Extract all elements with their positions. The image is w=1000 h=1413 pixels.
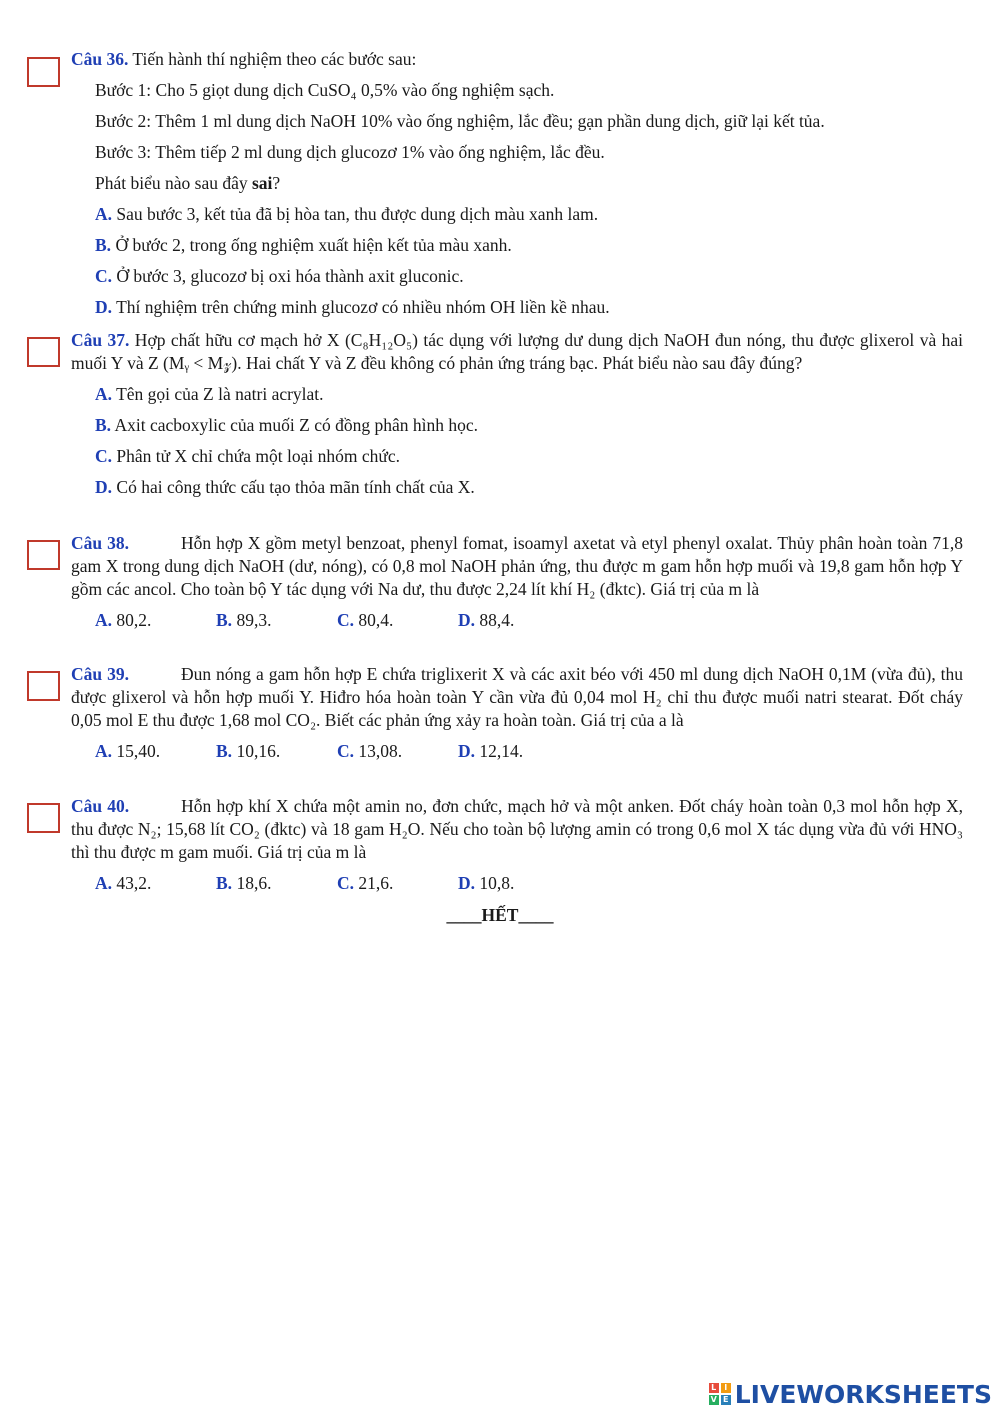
step-3: Bước 3: Thêm tiếp 2 ml dung dịch glucozơ 1% vào ống nghiệm, lắc đều. <box>95 142 605 162</box>
option-a: A. Tên gọi của Z là natri acrylat. <box>95 384 324 404</box>
answer-checkbox-37[interactable] <box>27 337 60 367</box>
option-c: C. Phân tử X chỉ chứa một loại nhóm chức. <box>95 446 400 466</box>
question-label: Câu 37. <box>71 330 130 350</box>
option-d: D. Thí nghiệm trên chứng minh glucozơ có nhiều nhóm OH liền kề nhau. <box>95 297 610 317</box>
option-c: C. 21,6. <box>337 873 394 893</box>
question-stem: Câu 40. Hỗn hợp khí X chứa một amin no, đơn chức, mạch hở và một anken. Đốt cháy hoàn toàn 0,3 mol hỗn hợp X, thu được N₂; 15,68 lít CO₂ (đktc) và 18 gam H₂O. Nếu cho toàn bộ lượng amin có trong 0,6 mol X tác dụng vừa đủ với HNO₃ thì thu được m gam muối. Giá trị của m là <box>71 796 963 862</box>
option-a: A. 43,2. <box>95 873 152 893</box>
step-1: Bước 1: Cho 5 giọt dung dịch CuSO₄ 0,5% vào ống nghiệm sạch. <box>95 80 555 100</box>
end-marker: ____HẾT____ <box>446 905 554 925</box>
answer-checkbox-38[interactable] <box>27 540 60 570</box>
step-2: Bước 2: Thêm 1 ml dung dịch NaOH 10% vào ống nghiệm, lắc đều; gạn phần dung dịch, giữ lại kết tủa. <box>95 111 825 131</box>
question-stem: Câu 38. Hỗn hợp X gồm metyl benzoat, phenyl fomat, isoamyl axetat và etyl phenyl oxalat. Thủy phân hoàn toàn 71,8 gam X trong dung dịch NaOH (dư, nóng), có 0,8 mol NaOH phản ứng, thu được m gam hỗn hợp muối và 19,8 gam hỗn hợp Y gồm các ancol. Cho toàn bộ Y tác dụng với Na dư, thu được 2,24 lít khí H₂ (đktc). Giá trị của m là <box>71 533 963 599</box>
option-d: D. 12,14. <box>458 741 524 761</box>
answer-checkbox-39[interactable] <box>27 671 60 701</box>
options-row <box>95 740 963 763</box>
question-36 <box>71 48 963 327</box>
question-stem: Câu 39. Đun nóng a gam hỗn hợp E chứa triglixerit X và các axit béo với 450 ml dung dịch NaOH 0,1M (vừa đủ), thu được glixerol và hỗn hợp muối Y. Hiđro hóa hoàn toàn Y cần vừa đủ 0,04 mol H₂ chỉ thu được muối natri stearat. Đốt cháy 0,05 mol E thu được 1,68 mol CO₂. Biết các phản ứng xảy ra hoàn toàn. Giá trị của a là <box>71 664 964 730</box>
question-37 <box>71 329 963 507</box>
logo-text: LIVEWORKSHEETS <box>734 1379 992 1409</box>
option-b: B. 89,3. <box>216 610 272 630</box>
liveworksheets-logo[interactable] <box>709 1381 992 1407</box>
logo-grid-icon: L I V E <box>709 1383 731 1405</box>
question-label: Câu 39. <box>71 664 129 684</box>
question-40 <box>71 795 963 895</box>
option-c: C. 13,08. <box>337 741 403 761</box>
option-b: B. 18,6. <box>216 873 272 893</box>
question-label: Câu 40. <box>71 796 130 816</box>
option-b: B. Axit cacboxylic của muối Z có đồng phân hình học. <box>95 415 478 435</box>
option-b: B. 10,16. <box>216 741 281 761</box>
question-label: Câu 38. <box>71 533 129 553</box>
option-b: B. Ở bước 2, trong ống nghiệm xuất hiện kết tủa màu xanh. <box>95 235 512 255</box>
option-a: A. 15,40. <box>95 741 161 761</box>
option-c: C. Ở bước 3, glucozơ bị oxi hóa thành axit gluconic. <box>95 266 464 286</box>
answer-checkbox-36[interactable] <box>27 57 60 87</box>
option-a: A. Sau bước 3, kết tủa đã bị hòa tan, thu được dung dịch màu xanh lam. <box>95 204 599 224</box>
question-stem: Câu 37. Hợp chất hữu cơ mạch hở X (C₈H₁₂O₅) tác dụng với lượng dư dung dịch NaOH đun nóng, thu được glixerol và hai muối Y và Z (Mᵧ < M𝓏). Hai chất Y và Z đều không có phản ứng tráng bạc. Phát biểu nào sau đây đúng? <box>71 330 963 373</box>
question-ask: Phát biểu nào sau đây sai? <box>95 173 281 193</box>
option-a: A. 80,2. <box>95 610 152 630</box>
question-39 <box>71 663 963 763</box>
options-row <box>95 872 963 895</box>
question-38 <box>71 532 963 632</box>
option-d: D. 10,8. <box>458 873 515 893</box>
option-d: D. Có hai công thức cấu tạo thỏa mãn tính chất của X. <box>95 477 475 497</box>
question-stem: Câu 36. Tiến hành thí nghiệm theo các bước sau: <box>71 49 417 69</box>
options-row <box>95 609 963 632</box>
question-label: Câu 36. <box>71 49 129 69</box>
answer-checkbox-40[interactable] <box>27 803 60 833</box>
option-c: C. 80,4. <box>337 610 394 630</box>
option-d: D. 88,4. <box>458 610 515 630</box>
